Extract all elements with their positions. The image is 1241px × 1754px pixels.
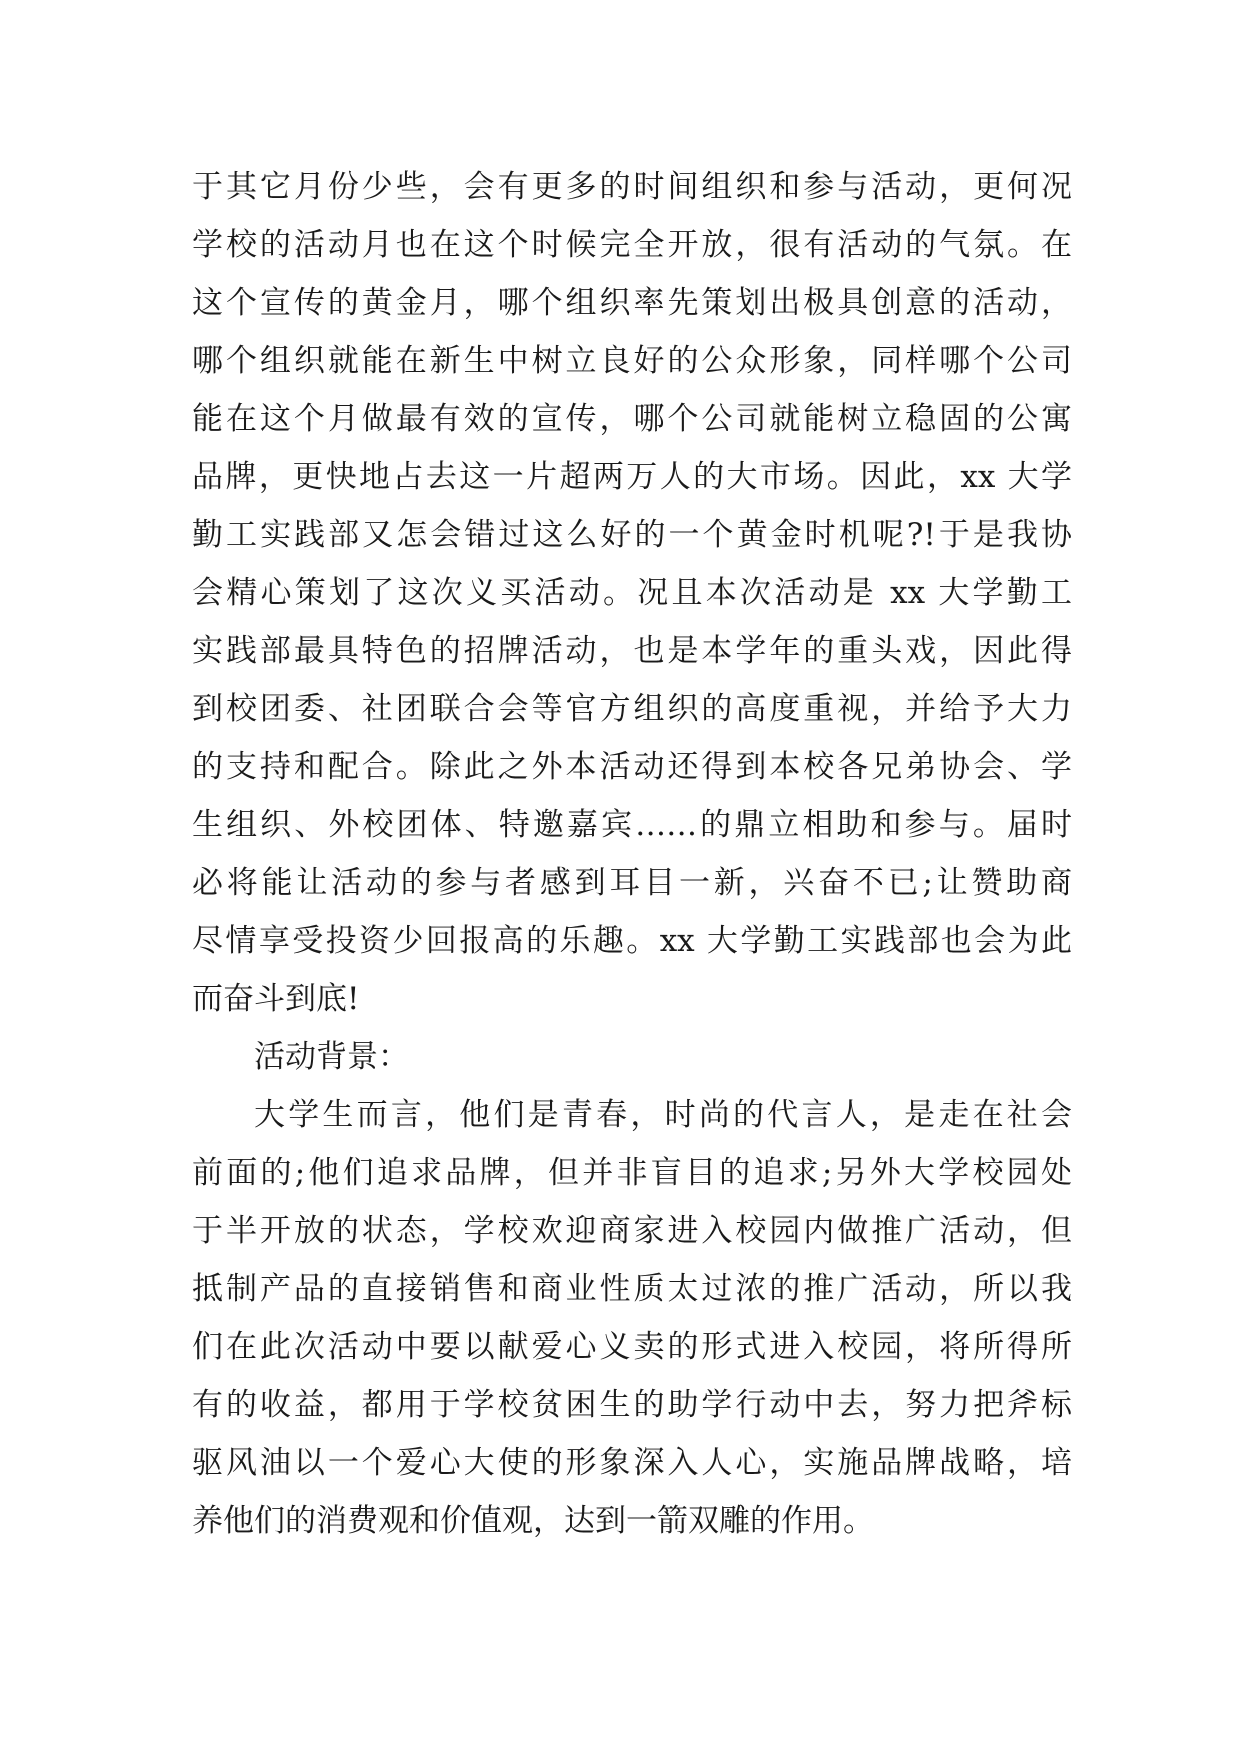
text-line: 哪个组织就能在新生中树立良好的公众形象，同样哪个公司 — [192, 343, 1072, 379]
text-line: 的支持和配合。除此之外本活动还得到本校各兄弟协会、学 — [192, 749, 1072, 785]
text-line: 养他们的消费观和价值观，达到一箭双雕的作用。 — [192, 1503, 874, 1539]
text-line: 于其它月份少些，会有更多的时间组织和参与活动，更何况 — [192, 169, 1072, 205]
section-heading: 活动背景： — [254, 1039, 409, 1075]
text-line: 到校团委、社团联合会等官方组织的高度重视，并给予大力 — [192, 691, 1072, 727]
text-line: 抵制产品的直接销售和商业性质太过浓的推广活动，所以我 — [192, 1271, 1072, 1307]
text-line: 品牌，更快地占去这一片超两万人的大市场。因此，xx 大学 — [192, 459, 1072, 495]
text-line: 而奋斗到底! — [192, 981, 360, 1017]
text-line: 驱风油以一个爱心大使的形象深入人心，实施品牌战略，培 — [192, 1445, 1072, 1481]
document-body — [192, 158, 1072, 1550]
text-line: 生组织、外校团体、特邀嘉宾……的鼎立相助和参与。届时 — [192, 807, 1072, 843]
text-line: 有的收益，都用于学校贫困生的助学行动中去，努力把斧标 — [192, 1387, 1072, 1423]
text-line: 会精心策划了这次义买活动。况且本次活动是 xx 大学勤工 — [192, 575, 1072, 611]
text-line: 这个宣传的黄金月，哪个组织率先策划出极具创意的活动， — [192, 285, 1072, 321]
paragraph-2 — [192, 1086, 1072, 1550]
text-line: 必将能让活动的参与者感到耳目一新，兴奋不已;让赞助商 — [192, 865, 1072, 901]
text-line: 实践部最具特色的招牌活动，也是本学年的重头戏，因此得 — [192, 633, 1072, 669]
text-line: 勤工实践部又怎会错过这么好的一个黄金时机呢?!于是我协 — [192, 517, 1072, 553]
text-line: 学校的活动月也在这个时候完全开放，很有活动的气氛。在 — [192, 227, 1072, 263]
text-line: 大学生而言，他们是青春，时尚的代言人，是走在社会 — [254, 1097, 1072, 1133]
text-line: 能在这个月做最有效的宣传，哪个公司就能树立稳固的公寓 — [192, 401, 1072, 437]
text-line: 前面的;他们追求品牌，但并非盲目的追求;另外大学校园处 — [192, 1155, 1072, 1191]
text-line: 们在此次活动中要以献爱心义卖的形式进入校园，将所得所 — [192, 1329, 1072, 1365]
text-line: 尽情享受投资少回报高的乐趣。xx 大学勤工实践部也会为此 — [192, 923, 1072, 959]
text-line: 于半开放的状态，学校欢迎商家进入校园内做推广活动，但 — [192, 1213, 1072, 1249]
paragraph-1 — [192, 158, 1072, 1028]
